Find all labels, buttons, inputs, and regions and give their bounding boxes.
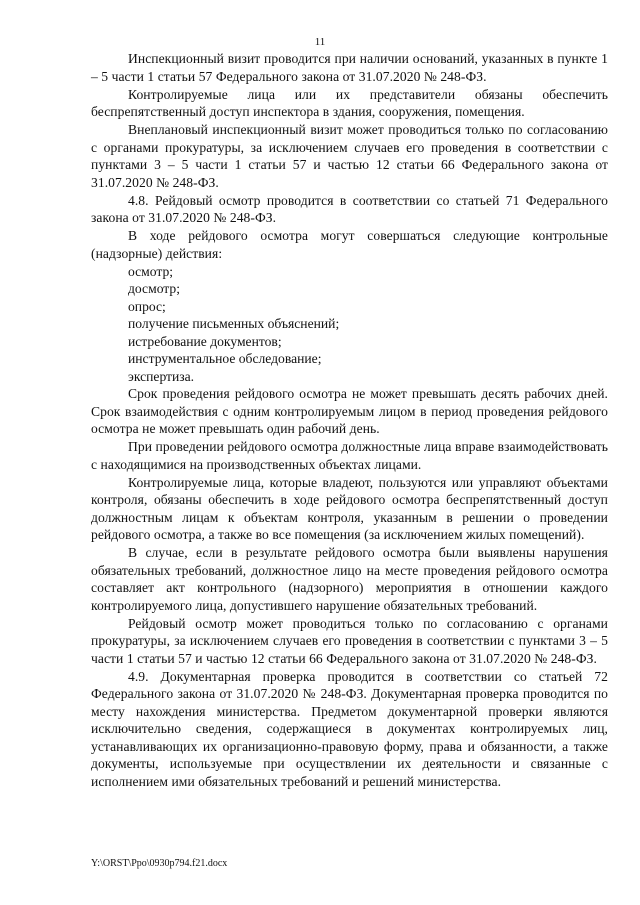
list-item: инструментальное обследование; <box>128 351 322 366</box>
control-actions-list <box>91 263 608 386</box>
paragraph-raid-prosecutor-approval: Рейдовый осмотр может проводиться только по согласованию с органами прокуратуры, за исключением случаев его проведения в соответствии с пунктами 3 – 5 части 1 статьи 57 и частью 12 статьи 66 Федерального закона от 31.07.2020 № 248-ФЗ. <box>91 615 608 666</box>
paragraph-violations-act: В случае, если в результате рейдового осмотра были выявлены нарушения обязательных требований, должностное лицо на месте проведения рейдового осмотра составляет акт контрольного (надзорного) мероприятия в отношении каждого контролируемого лица, допустившего нарушение обязательных требований. <box>91 545 608 613</box>
paragraph-section-4-8: 4.8. Рейдовый осмотр проводится в соответствии со статьей 71 Федерального закона от 31.07.2020 № 248-ФЗ. <box>91 192 608 225</box>
paragraph-access-obligation: Контролируемые лица или их представители обязаны обеспечить беспрепятственный доступ инспектора в здания, сооружения, помещения. <box>91 86 608 119</box>
list-item: истребование документов; <box>128 333 282 349</box>
list-item: осмотр; <box>128 263 174 279</box>
paragraph-official-interaction: При проведении рейдового осмотра должностные лица вправе взаимодействовать с находящимися на производственных объектах лицами. <box>91 439 608 472</box>
paragraph-unscheduled-visit: Внеплановый инспекционный визит может проводиться только по согласованию с органами прокуратуры, за исключением случаев его проведения в соответствии с пунктами 3 – 5 части 1 статьи 57 и частью 12 статьи 66 Федерального закона от 31.07.2020 № 248-ФЗ. <box>91 122 608 190</box>
list-item: экспертиза. <box>128 368 195 384</box>
paragraph-raid-duration: Срок проведения рейдового осмотра не может превышать десять рабочих дней. Срок взаимодействия с одним контролируемым лицом в период проведения рейдового осмотра не может превышать один рабочий день. <box>91 386 608 436</box>
paragraph-section-4-9: 4.9. Документарная проверка проводится в соответствии со статьей 72 Федерального закона от 31.07.2020 № 248-ФЗ. Документарная проверка проводится по месту нахождения министерства. Предметом документарной проверки являются исключительно сведения, содержащиеся в документах контролируемых лиц, устанавливающих их организационно-правовую форму, права и обязанности, а также документы, используемые при осуществлении их деятельности и связанные с исполнением ими обязательных требований и решений министерства. <box>91 668 608 789</box>
page-number: 11 <box>314 36 326 48</box>
paragraph-inspection-visit-grounds: Инспекционный визит проводится при наличии оснований, указанных в пункте 1 – 5 части 1 статьи 57 Федерального закона от 31.07.2020 № 248-ФЗ. <box>91 51 608 84</box>
paragraph-raid-actions-intro: В ходе рейдового осмотра могут совершаться следующие контрольные (надзорные) действия: <box>91 228 608 261</box>
document-body <box>91 50 608 791</box>
list-item: опрос; <box>128 298 166 314</box>
footer-file-path: Y:\ORST\Ppo\0930p794.f21.docx <box>91 858 228 869</box>
list-item: досмотр; <box>128 281 180 296</box>
list-item: получение письменных объяснений; <box>128 316 340 331</box>
paragraph-controlled-persons-access: Контролируемые лица, которые владеют, пользуются или управляют объектами контроля, обязаны обеспечить в ходе рейдового осмотра беспрепятственный доступ должностным лицам к объектам контроля, указанным в решении о проведении рейдового осмотра, а также во все помещения (за исключением жилых помещений). <box>91 474 608 542</box>
